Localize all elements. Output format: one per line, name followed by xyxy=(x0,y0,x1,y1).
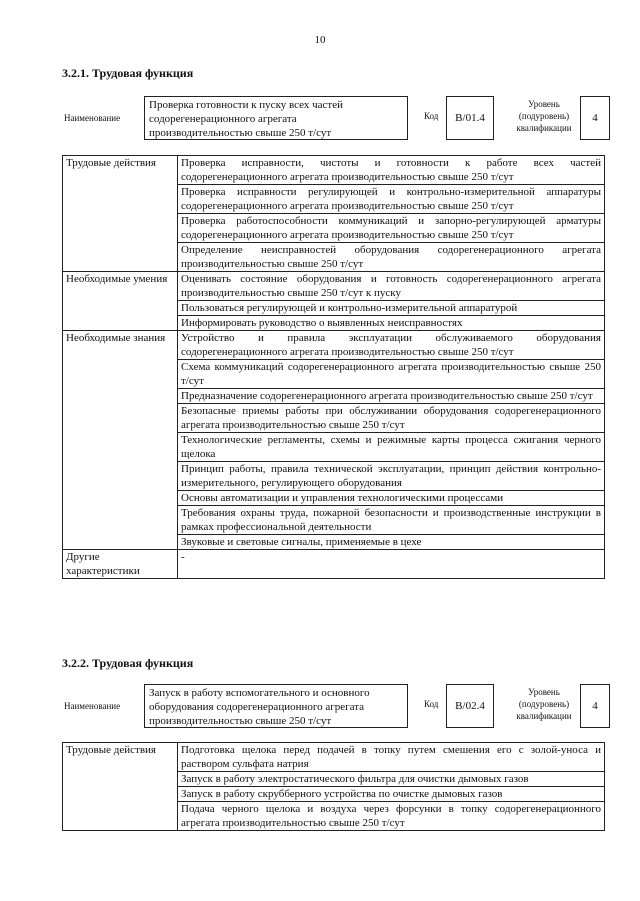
name-label: Наименование xyxy=(64,113,121,123)
list-item: Пользоваться регулирующей и контрольно-измерительной аппаратурой xyxy=(178,301,605,316)
table-row xyxy=(63,272,605,301)
function-header-322 xyxy=(62,684,612,730)
list-item: Проверка исправности, чистоты и готовности к работе всех частей содорегенерационного агрегата производительностью свыше 250 т/сут xyxy=(178,156,605,185)
function-code: B/02.4 xyxy=(446,684,494,728)
qualification-level: 4 xyxy=(580,684,610,728)
function-table-321 xyxy=(62,155,605,579)
table-row xyxy=(63,743,605,772)
group-label-skills: Необходимые умения xyxy=(63,272,178,331)
group-label-actions: Трудовые действия xyxy=(63,156,178,272)
group-label-knowledge: Необходимые знания xyxy=(63,331,178,550)
function-table-322 xyxy=(62,742,605,831)
section-title-321: 3.2.1. Трудовая функция xyxy=(62,66,194,80)
list-item: Требования охраны труда, пожарной безопасности и производственные инструкции в рамках профессиональной деятельности xyxy=(178,506,605,535)
level-label: Уровень (подуровень) квалификации xyxy=(516,687,572,721)
list-item: Проверка исправности регулирующей и контрольно-измерительной аппаратуры содорегенерационного агрегата производительностью свыше 250 т/сут xyxy=(178,185,605,214)
list-item: Безопасные приемы работы при обслуживании оборудования содорегенерационного агрегата производительностью свыше 250 т/сут xyxy=(178,404,605,433)
list-item: Запуск в работу скрубберного устройства по очистке дымовых газов xyxy=(178,787,605,802)
function-name: Запуск в работу вспомогательного и основного оборудования содорегенерационного агрегата производительностью свыше 250 т/сут xyxy=(144,684,408,728)
list-item: Запуск в работу электростатического фильтра для очистки дымовых газов xyxy=(178,772,605,787)
list-item: Проверка работоспособности коммуникаций и запорно-регулирующей арматуры содорегенерационного агрегата производительностью свыше 250 т/сут xyxy=(178,214,605,243)
page-number: 10 xyxy=(314,34,326,46)
table-row xyxy=(63,550,605,579)
level-label: Уровень (подуровень) квалификации xyxy=(516,99,572,133)
group-label-other: Другие характеристики xyxy=(63,550,178,579)
list-item: Подготовка щелока перед подачей в топку путем смешения его с золой-уноса и раствором сульфата натрия xyxy=(178,743,605,772)
list-item: Устройство и правила эксплуатации обслуживаемого оборудования содорегенерационного агрегата производительностью свыше 250 т/сут xyxy=(178,331,605,360)
qualification-level: 4 xyxy=(580,96,610,140)
list-item: Основы автоматизации и управления технологическими процессами xyxy=(178,491,605,506)
table-row xyxy=(63,331,605,360)
list-item: Технологические регламенты, схемы и режимные карты процесса сжигания черного щелока xyxy=(178,433,605,462)
section-title-322: 3.2.2. Трудовая функция xyxy=(62,656,194,670)
list-item: Звуковые и световые сигналы, применяемые в цехе xyxy=(178,535,605,550)
list-item: Оценивать состояние оборудования и готовность содорегенерационного агрегата производительностью свыше 250 т/сут к пуску xyxy=(178,272,605,301)
name-label: Наименование xyxy=(64,701,121,711)
code-label: Код xyxy=(424,699,439,709)
list-item: Принцип работы, правила технической эксплуатации, принцип действия контрольно-измерительного, регулирующего оборудования xyxy=(178,462,605,491)
list-item: - xyxy=(178,550,605,579)
group-label-actions: Трудовые действия xyxy=(63,743,178,831)
function-name: Проверка готовности к пуску всех частей содорегенерационного агрегата производительностью свыше 250 т/сут xyxy=(144,96,408,140)
code-label: Код xyxy=(424,111,439,121)
list-item: Информировать руководство о выявленных неисправностях xyxy=(178,316,605,331)
function-header-321 xyxy=(62,96,612,142)
list-item: Схема коммуникаций содорегенерационного агрегата производительностью свыше 250 т/сут xyxy=(178,360,605,389)
list-item: Подача черного щелока и воздуха через форсунки в топку содорегенерационного агрегата производительностью свыше 250 т/сут xyxy=(178,802,605,831)
table-row xyxy=(63,156,605,185)
list-item: Предназначение содорегенерационного агрегата производительностью свыше 250 т/сут xyxy=(178,389,605,404)
list-item: Определение неисправностей оборудования содорегенерационного агрегата производительностью свыше 250 т/сут xyxy=(178,243,605,272)
function-code: B/01.4 xyxy=(446,96,494,140)
